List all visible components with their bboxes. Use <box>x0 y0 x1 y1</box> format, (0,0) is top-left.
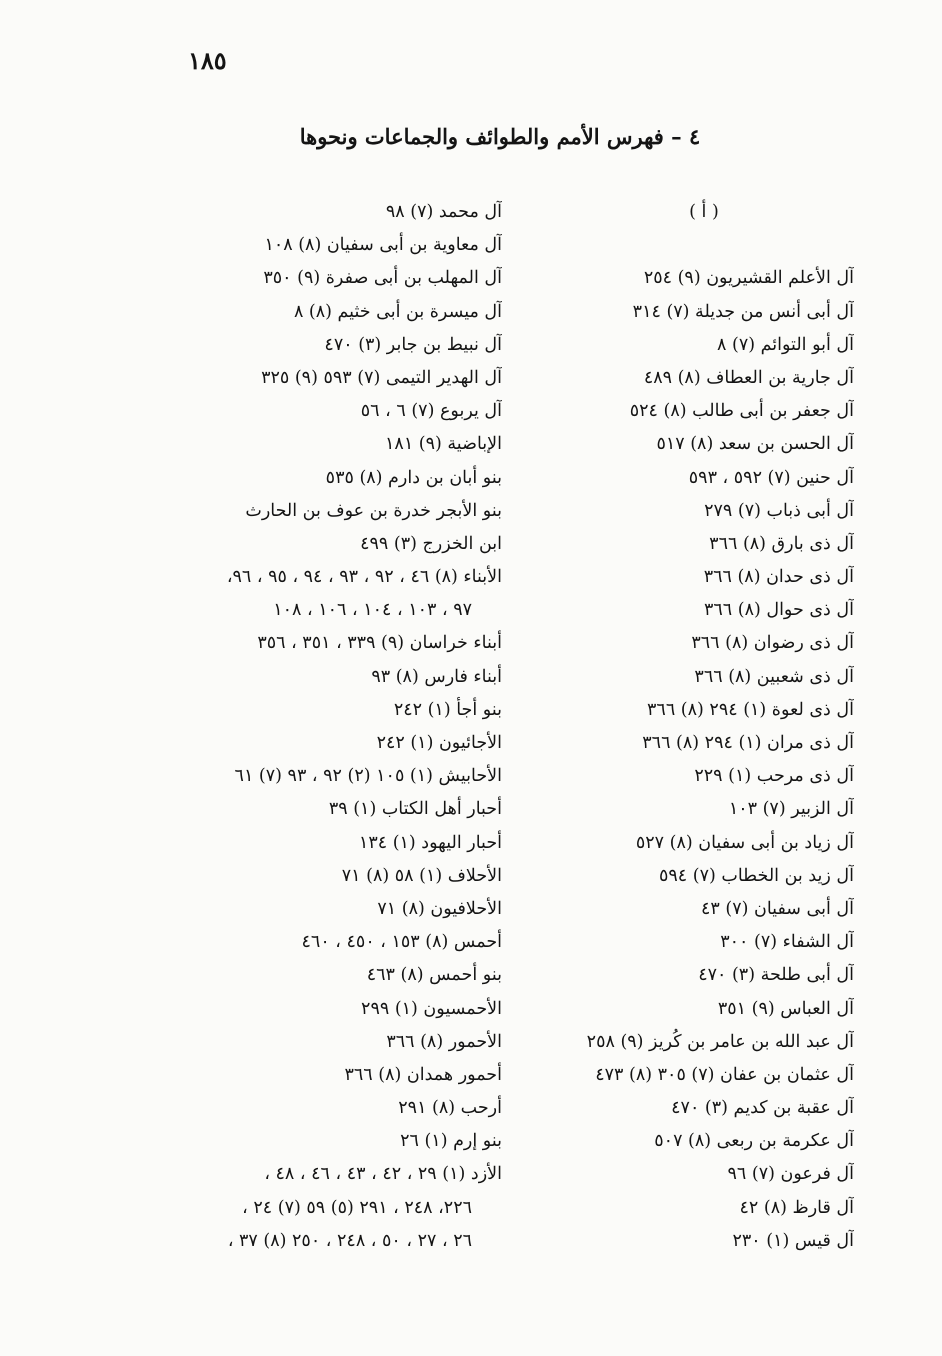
index-entry: آل الحسن بن سعد (٨) ٥١٧ <box>656 434 854 455</box>
index-title: ٤ – فهرس الأمم والطوائف والجماعات ونحوها <box>299 124 701 149</box>
index-entry: الأحلاف (١) ٥٨ (٨) ٧١ <box>341 865 502 886</box>
index-entry: آل يربوع (٧) ٦ ، ٥٦ <box>360 401 502 422</box>
index-column-right <box>554 196 854 1258</box>
section-heading: ( أ ) <box>689 202 719 222</box>
index-entry: آل ذى رضوان (٨) ٣٦٦ <box>691 633 854 654</box>
index-entry: الأزد (١) ٢٩ ، ٤٢ ، ٤٣ ، ٤٦ ، ٤٨ ، <box>264 1164 502 1185</box>
index-entry: آل نبيط بن جابر (٣) ٤٧٠ <box>324 334 502 355</box>
index-column-left <box>142 196 502 1258</box>
index-entry: بنو الأبجر خدرة بن عوف بن الحارث <box>245 500 502 521</box>
index-entry: آل ذى لعوة (١) ٢٩٤ (٨) ٣٦٦ <box>647 699 854 720</box>
index-entry: آل قارظ (٨) ٤٢ <box>739 1197 854 1218</box>
index-entry-continuation: ٢٦ ، ٢٧ ، ٥٠ ، ٢٤٨ ، ٢٥٠ (٨) ٣٧ ، <box>227 1230 472 1251</box>
index-entry: آل ذى مرحب (١) ٢٢٩ <box>694 766 854 787</box>
index-entry: آل أبى أنس من جديلة (٧) ٣١٤ <box>632 301 854 322</box>
index-entry: الإباضية (٩) ١٨١ <box>385 434 502 455</box>
index-entry-continuation: ٢٢٦، ٢٤٨ ، ٢٩١ (٥) ٥٩ (٧) ٢٤ ، <box>242 1197 472 1218</box>
index-entry: آل عكرمة بن ربعى (٨) ٥٠٧ <box>654 1131 854 1152</box>
blank-line <box>554 229 854 262</box>
index-entry: آل الهدير التيمى (٧) ٥٩٣ (٩) ٣٢٥ <box>261 367 502 388</box>
index-entry: آل ميسرة بن أبى خثيم (٨) ٨ <box>293 301 502 322</box>
index-entry: آل زياد بن أبى سفيان (٨) ٥٢٧ <box>635 832 854 853</box>
index-entry: آل معاوية بن أبى سفيان (٨) ١٠٨ <box>264 235 502 256</box>
index-entry: آل ذى بارق (٨) ٣٦٦ <box>709 533 854 554</box>
index-entry: آل عبد الله بن عامر بن كُريز (٩) ٢٥٨ <box>586 1031 854 1052</box>
index-entry: آل جعفر بن أبى طالب (٨) ٥٢٤ <box>629 401 854 422</box>
index-entry: آل جارية بن العطاف (٨) ٤٨٩ <box>643 367 854 388</box>
index-entry: أبناء خراسان (٩) ٣٣٩ ، ٣٥١ ، ٣٥٦ <box>257 633 502 654</box>
index-entry: آل ذى مران (١) ٢٩٤ (٨) ٣٦٦ <box>642 733 854 753</box>
index-entry: الأبناء (٨) ٤٦ ، ٩٢ ، ٩٣ ، ٩٤ ، ٩٥ ، ٩٦، <box>226 567 502 588</box>
index-entry: أحمس (٨) ١٥٣ ، ٤٥٠ ، ٤٦٠ <box>301 932 502 953</box>
index-entry: آل أبى سفيان (٧) ٤٣ <box>700 898 854 919</box>
index-entry: أحبار أهل الكتاب (١) ٣٩ <box>328 799 502 820</box>
index-entry: أحمور همدان (٨) ٣٦٦ <box>344 1064 502 1085</box>
index-entry: آل الزبير (٧) ١٠٣ <box>728 799 854 820</box>
index-entry: الأحمور (٨) ٣٦٦ <box>386 1031 502 1052</box>
index-entry: آل عقبة بن كديم (٣) ٤٧٠ <box>671 1098 854 1119</box>
index-entry: بنو أحمس (٨) ٤٦٣ <box>366 965 502 986</box>
index-entry: الأحلافيون (٨) ٧١ <box>377 898 502 919</box>
index-entry: آل الأعلم القشيريون (٩) ٢٥٤ <box>643 268 854 289</box>
index-entry: آل أبى ذباب (٧) ٢٧٩ <box>704 500 854 521</box>
index-entry: أبناء فارس (٨) ٩٣ <box>371 666 502 687</box>
index-entry: الأحمسيون (١) ٢٩٩ <box>361 998 502 1019</box>
index-entry: بنو أبان بن دارم (٨) ٥٣٥ <box>325 467 502 488</box>
index-entry: آل ذى حوال (٨) ٣٦٦ <box>703 600 854 621</box>
index-entry: ابن الخزرج (٣) ٤٩٩ <box>360 533 502 554</box>
index-entry: آل محمد (٧) ٩٨ <box>385 202 502 222</box>
index-entry: آل المهلب بن أبى صفرة (٩) ٣٥٠ <box>263 268 502 289</box>
index-entry: آل أبى طلحة (٣) ٤٧٠ <box>698 965 854 986</box>
index-entry: آل أبو التوائم (٧) ٨ <box>717 334 854 355</box>
index-entry: آل العباس (٩) ٣٥١ <box>717 998 854 1019</box>
index-entry: بنو أجأ (١) ٢٤٢ <box>393 699 502 720</box>
index-entry: أرحب (٨) ٢٩١ <box>398 1098 502 1119</box>
index-entry: آل عثمان بن عفان (٧) ٣٠٥ (٨) ٤٧٣ <box>595 1064 854 1085</box>
index-entry: آل زيد بن الخطاب (٧) ٥٩٤ <box>658 865 854 886</box>
index-entry: آل ذى حدان (٨) ٣٦٦ <box>703 567 854 588</box>
index-entry: أحبار اليهود (١) ١٣٤ <box>358 832 502 853</box>
index-entry-continuation: ٩٧ ، ١٠٣ ، ١٠٤ ، ١٠٦ ، ١٠٨ <box>273 600 472 621</box>
index-entry: آل حنين (٧) ٥٩٢ ، ٥٩٣ <box>688 467 854 488</box>
index-entry: آل الشفاء (٧) ٣٠٠ <box>720 932 854 953</box>
index-entry: آل فرعون (٧) ٩٦ <box>727 1164 854 1185</box>
index-entry: الأحابيش (١) ١٠٥ (٢) ٩٢ ، ٩٣ (٧) ٦١ <box>234 766 502 787</box>
page-number: ١٨٥ <box>188 46 227 75</box>
index-entry: آل قيس (١) ٢٣٠ <box>732 1230 854 1251</box>
index-entry: آل ذى شعبين (٨) ٣٦٦ <box>694 666 854 687</box>
index-entry: الأجائيون (١) ٢٤٢ <box>376 733 502 753</box>
index-entry: بنو إرم (١) ٢٦ <box>400 1131 502 1152</box>
